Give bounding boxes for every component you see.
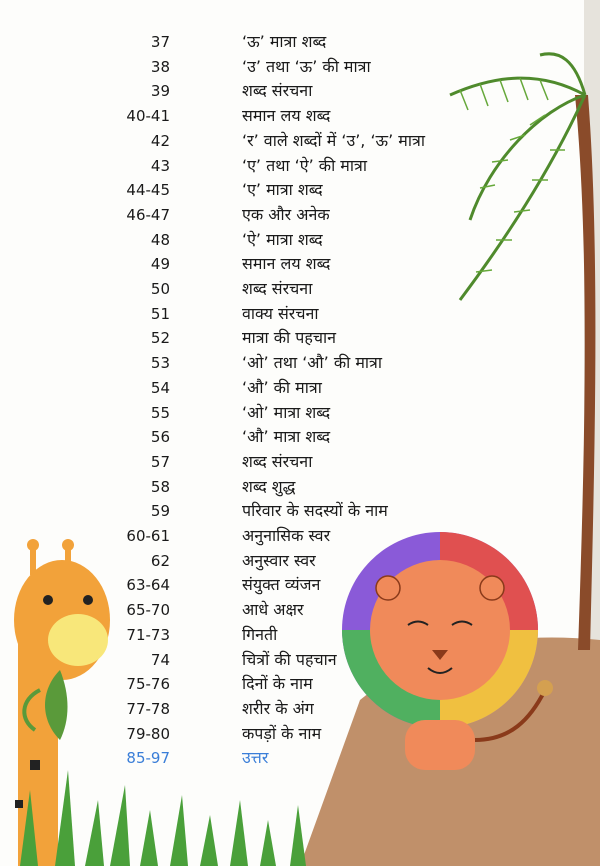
toc-row xyxy=(0,302,600,326)
toc-page-number: 48 xyxy=(150,230,170,249)
toc-title: अनुस्वार स्वर xyxy=(242,550,316,570)
toc-page-number: 74 xyxy=(150,650,170,669)
toc-row xyxy=(0,697,600,721)
toc-row xyxy=(0,475,600,499)
toc-page-number: 62 xyxy=(150,551,170,570)
toc-page-number: 44-45 xyxy=(126,181,170,200)
toc-title: ‘उ’ तथा ‘ऊ’ की मात्रा xyxy=(242,56,371,76)
toc-page-number: 65-70 xyxy=(126,601,170,620)
toc-title: कपड़ों के नाम xyxy=(242,723,322,743)
toc-title: शब्द संरचना xyxy=(242,81,313,101)
toc-row xyxy=(0,573,600,597)
toc-page-number: 38 xyxy=(150,57,170,76)
toc-title: ‘औ’ मात्रा शब्द xyxy=(242,427,331,447)
toc-row xyxy=(0,55,600,79)
toc-title: अनुनासिक स्वर xyxy=(242,526,331,545)
toc-row xyxy=(0,499,600,523)
toc-page-number: 46-47 xyxy=(126,205,170,224)
toc-title: ‘ऊ’ मात्रा शब्द xyxy=(242,32,327,51)
toc-title: ‘ओ’ तथा ‘औ’ की मात्रा xyxy=(242,353,383,373)
toc-title: एक और अनेक xyxy=(242,204,330,224)
toc-page-number: 71-73 xyxy=(126,625,170,644)
toc-title: समान लय शब्द xyxy=(242,254,331,274)
toc-title: संयुक्त व्यंजन xyxy=(242,575,321,595)
toc-row xyxy=(0,104,600,128)
toc-title: ‘र’ वाले शब्दों में ‘उ’, ‘ऊ’ मात्रा xyxy=(242,130,425,150)
toc-row xyxy=(0,326,600,350)
toc-title: शब्द शुद्ध xyxy=(242,476,296,496)
toc-page-number: 75-76 xyxy=(126,675,170,694)
toc-page-number: 52 xyxy=(150,329,170,348)
toc-row xyxy=(0,79,600,103)
toc-title: ‘ओ’ मात्रा शब्द xyxy=(242,402,331,422)
toc-title: उत्तर xyxy=(242,748,269,768)
toc-title: परिवार के सदस्यों के नाम xyxy=(242,501,388,521)
toc-title: ‘ऐ’ मात्रा शब्द xyxy=(242,229,323,249)
toc-page-number: 43 xyxy=(150,156,170,175)
toc-page-number: 49 xyxy=(150,255,170,274)
toc-page-number: 56 xyxy=(150,428,170,447)
toc-row xyxy=(0,277,600,301)
toc-page-number: 37 xyxy=(150,33,170,51)
toc-page-number: 79-80 xyxy=(126,724,170,743)
toc-row xyxy=(0,425,600,449)
toc-page-number: 53 xyxy=(150,354,170,373)
toc-row xyxy=(0,598,600,622)
toc-row xyxy=(0,154,600,178)
toc-page-number: 40-41 xyxy=(126,107,170,126)
toc-page-number: 60-61 xyxy=(126,527,170,545)
toc-title: चित्रों की पहचान xyxy=(242,649,337,669)
toc-page-number: 50 xyxy=(150,280,170,298)
toc-row xyxy=(0,401,600,425)
toc-title: ‘औ’ की मात्रा xyxy=(242,377,322,397)
toc-page-number: 58 xyxy=(150,477,170,496)
toc-title: वाक्य संरचना xyxy=(242,303,319,323)
toc-page-number: 59 xyxy=(150,502,170,521)
toc-row xyxy=(0,549,600,573)
toc-row xyxy=(0,351,600,375)
toc-page-number: 51 xyxy=(150,304,170,323)
toc-row xyxy=(0,648,600,672)
toc-page-number: 39 xyxy=(150,82,170,101)
toc-row xyxy=(0,30,600,54)
toc-title: आधे अक्षर xyxy=(242,600,304,620)
toc-row xyxy=(0,746,600,770)
toc-title: मात्रा की पहचान xyxy=(242,328,337,348)
toc-title: ‘ए’ तथा ‘ऐ’ की मात्रा xyxy=(242,155,367,175)
toc-page-number: 57 xyxy=(150,452,170,471)
toc-title: दिनों के नाम xyxy=(242,674,313,694)
toc-row xyxy=(0,376,600,400)
toc-page-number: 42 xyxy=(150,131,170,150)
toc-row xyxy=(0,203,600,227)
toc-title: समान लय शब्द xyxy=(242,106,331,126)
toc-title: ‘ए’ मात्रा शब्द xyxy=(242,180,323,200)
toc-row xyxy=(0,623,600,647)
toc-title: शरीर के अंग xyxy=(242,698,314,718)
toc-page-number: 63-64 xyxy=(126,576,170,595)
toc-page-number: 55 xyxy=(150,403,170,422)
toc-row xyxy=(0,672,600,696)
toc-row xyxy=(0,129,600,153)
toc-row xyxy=(0,722,600,746)
toc-page-number: 85-97 xyxy=(126,749,170,768)
toc-title: गिनती xyxy=(242,624,278,644)
toc-title: शब्द संरचना xyxy=(242,279,313,298)
toc-row xyxy=(0,450,600,474)
toc-page-number: 54 xyxy=(150,378,170,397)
toc-title: शब्द संरचना xyxy=(242,451,313,471)
toc-row xyxy=(0,228,600,252)
toc-page-number: 77-78 xyxy=(126,699,170,718)
toc-row xyxy=(0,524,600,548)
toc-row xyxy=(0,252,600,276)
toc-row xyxy=(0,178,600,202)
